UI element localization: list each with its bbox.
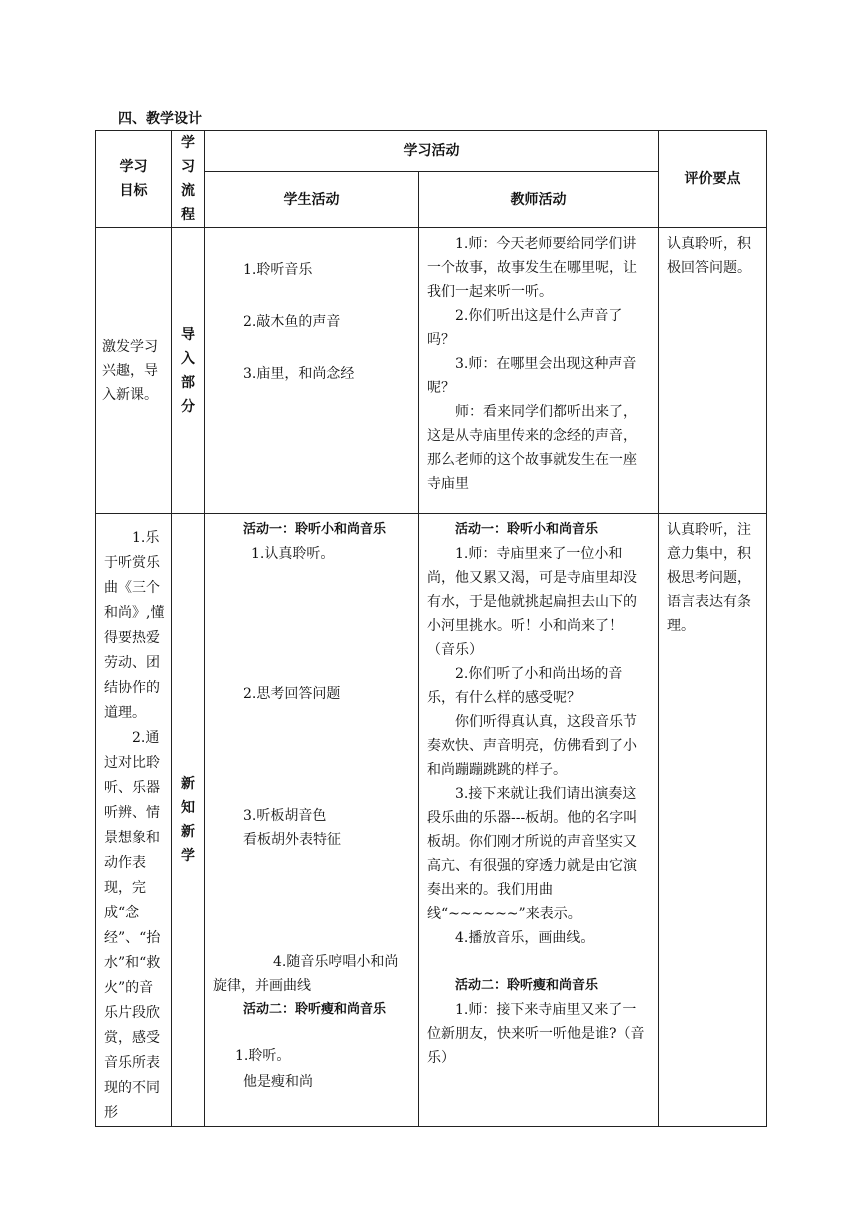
header-goal: 学习 目标 — [96, 131, 172, 228]
row2-teacher — [419, 514, 659, 1127]
student-step: 看板胡外表特征 — [243, 832, 341, 848]
row1-flow: 导 入 部 分 — [172, 228, 205, 514]
section-title: 四、教学设计 — [118, 111, 202, 127]
header-evaluation: 评价要点 — [659, 131, 767, 228]
teacher-paragraph: 3.接下来就让我们请出演奏这段乐曲的乐器---板胡。他的名字叫板胡。你们刚才所说的声音坚实又高亢、有很强的穿透力就是由它演奏出来的。我们用曲线“~~~~~~”来表示。 — [427, 786, 638, 922]
student-step: 4.随音乐哼唱小和尚 — [273, 954, 399, 970]
teacher-paragraph: 4.播放音乐，画曲线。 — [455, 930, 595, 946]
header-student: 学生活动 — [205, 172, 419, 228]
row2-evaluation: 认真聆听，注意力集中，积极思考问题，语言表达有条理。 — [659, 514, 767, 1127]
goal-paragraph: 2.通过对比聆听、乐器听辨、情景想象和动作表现，完成“念经”、“抬水”和“救火”的音乐片段欣赏，感受音乐所表现的不同形 — [104, 730, 161, 1121]
teacher-activity1-title: 活动一：聆听小和尚音乐 — [455, 522, 599, 537]
row1-student-item: 1.聆听音乐 — [243, 262, 313, 278]
student-step: 1.聆听。 — [235, 1048, 291, 1064]
header-activities: 学习活动 — [205, 131, 659, 172]
student-step: 他是瘦和尚 — [243, 1074, 313, 1090]
student-step: 3.听板胡音色 — [243, 808, 327, 824]
row1-teacher — [419, 228, 659, 514]
teacher-paragraph: 2.你们听了小和尚出场的音乐，有什么样的感受呢？ — [427, 666, 623, 706]
row1-student-item: 3.庙里，和尚念经 — [243, 366, 355, 382]
row1-student — [205, 228, 419, 514]
header-flow: 学 习 流 程 — [172, 131, 205, 228]
goal-paragraph: 1.乐于听赏乐曲《三个和尚》,懂得要热爱劳动、团结协作的道理。 — [104, 530, 165, 721]
teacher-paragraph: 你们听得真认真，这段音乐节奏欢快、声音明亮，仿佛看到了小和尚蹦蹦跳跳的样子。 — [427, 714, 637, 778]
row2-flow: 新 知 新 学 — [172, 514, 205, 1127]
teaching-design-table — [95, 130, 767, 1127]
teacher-activity2-title: 活动二：聆听瘦和尚音乐 — [455, 978, 599, 993]
row1-evaluation: 认真聆听，积极回答问题。 — [659, 228, 767, 514]
student-step: 1.认真聆听。 — [251, 546, 335, 562]
student-step: 2.思考回答问题 — [243, 686, 341, 702]
teacher-paragraph: 1.师：接下来寺庙里又来了一位新朋友，快来听一听他是谁?（音乐） — [427, 1002, 645, 1066]
row2-goal — [96, 514, 172, 1127]
row1-goal: 激发学习兴趣，导入新课。 — [96, 228, 172, 514]
teacher-paragraph: 1.师：寺庙里来了一位小和尚，他又累又渴，可是寺庙里却没有水，于是他就挑起扁担去山下的小河里挑水。听！小和尚来了！（音乐） — [427, 546, 637, 658]
teacher-paragraph: 1.师：今天老师要给同学们讲一个故事，故事发生在哪里呢，让我们一起来听一听。 — [427, 236, 637, 300]
teacher-paragraph: 师：看来同学们都听出来了，这是从寺庙里传来的念经的声音，那么老师的这个故事就发生在一座寺庙里 — [427, 404, 637, 492]
student-activity1-title: 活动一：聆听小和尚音乐 — [243, 522, 387, 537]
row1-student-item: 2.敲木鱼的声音 — [243, 314, 341, 330]
teacher-paragraph: 2.你们听出这是什么声音了吗？ — [427, 308, 623, 348]
teacher-paragraph: 3.师：在哪里会出现这种声音呢？ — [427, 356, 637, 396]
student-activity2-title: 活动二：聆听瘦和尚音乐 — [243, 1002, 387, 1017]
row2-student — [205, 514, 419, 1127]
header-teacher: 教师活动 — [419, 172, 659, 228]
student-step: 旋律，并画曲线 — [213, 978, 311, 994]
